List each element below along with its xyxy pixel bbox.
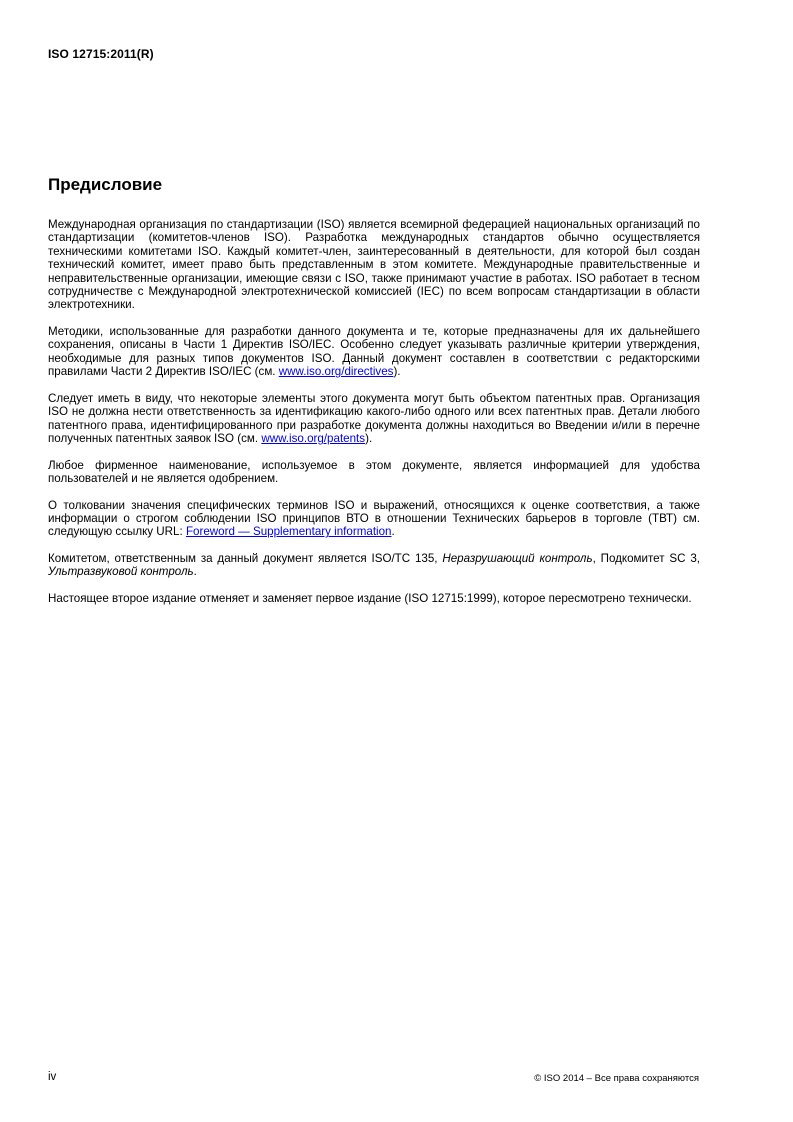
paragraph-text: , Подкомитет SC 3, bbox=[592, 552, 700, 566]
paragraph-committee bbox=[48, 552, 700, 579]
paragraph-trade-names: Любое фирменное наименование, используемое в этом документе, является информацией для удобства пользователей и не является одобрением. bbox=[48, 458, 700, 486]
paragraph-iso-description: Международная организация по стандартизации (ISO) является всемирной федерацией национальных организаций по стандартизации (комитетов-членов ISO). Разработка международных стандартов обычно осуществляется техническими комитетами ISO. Каждый комитет-член, заинтересованный в деятельности, для которой был создан технический комитет, имеет право быть представленным в этом комитете. Международные правительственные и неправительственные организации, имеющие связи с ISO, также принимают участие в работах. ISO работает в тесном сотрудничестве с Международной электротехнической комиссией (IEC) по всем вопросам стандартизации в области электротехники. bbox=[48, 218, 700, 312]
patents-link[interactable]: www.iso.org/patents bbox=[261, 432, 366, 446]
subcommittee-name: Ультразвуковой контроль bbox=[48, 565, 194, 579]
directives-link[interactable]: www.iso.org/directives bbox=[278, 365, 394, 379]
paragraph-suffix: . bbox=[193, 565, 197, 579]
committee-name: Неразрушающий контроль bbox=[442, 552, 593, 566]
paragraph-suffix: ). bbox=[365, 432, 373, 446]
paragraph-text: Методики, использованные для разработки данного документа и те, которые предназначены для их дальнейшего сохранения, описаны в Части 1 Директив ISO/IEC. Особенно следует указывать различные критерии утверждения, необходимые для разных типов документов ISO. Данный документ составлен в соответствии с редакторскими правилами Части 2 Директив ISO/IEC (см. bbox=[48, 325, 700, 379]
paragraph-text: Следует иметь в виду, что некоторые элементы этого документа могут быть объектом патентных прав. Организация ISO не должна нести ответственность за идентификацию какого-либо одного или всех патентных прав. Детали любого патентного права, идентифицированного при разработке документа должны находиться во Введении и/или в перечне полученных патентных заявок ISO (см. bbox=[48, 391, 700, 446]
copyright-notice: © ISO 2014 – Все права сохраняются bbox=[534, 1073, 699, 1084]
paragraph-edition: Настоящее второе издание отменяет и заменяет первое издание (ISO 12715:1999), которое пересмотрено технически. bbox=[48, 592, 692, 606]
paragraph-text: О толковании значения специфических терминов ISO и выражений, относящихся к оценке соответствия, а также информации о строгом соблюдении ISO принципов ВТО в отношении Технических барьеров в торговле (ТВТ) см. следующую ссылку URL: bbox=[48, 498, 700, 539]
page-number: iv bbox=[48, 1071, 57, 1083]
paragraph-suffix: . bbox=[391, 525, 395, 539]
page-title: Предисловие bbox=[48, 175, 163, 194]
paragraph-suffix: ). bbox=[393, 365, 401, 379]
supplementary-information-link[interactable]: Foreword — Supplementary information bbox=[185, 525, 392, 539]
paragraph-wto-info bbox=[48, 499, 700, 539]
document-id: ISO 12715:2011(R) bbox=[48, 47, 154, 61]
paragraph-patents bbox=[48, 392, 700, 446]
document-body bbox=[48, 218, 700, 619]
paragraph-directives bbox=[48, 325, 700, 379]
paragraph-text: Комитетом, ответственным за данный документ является ISO/TC 135, bbox=[48, 552, 443, 566]
